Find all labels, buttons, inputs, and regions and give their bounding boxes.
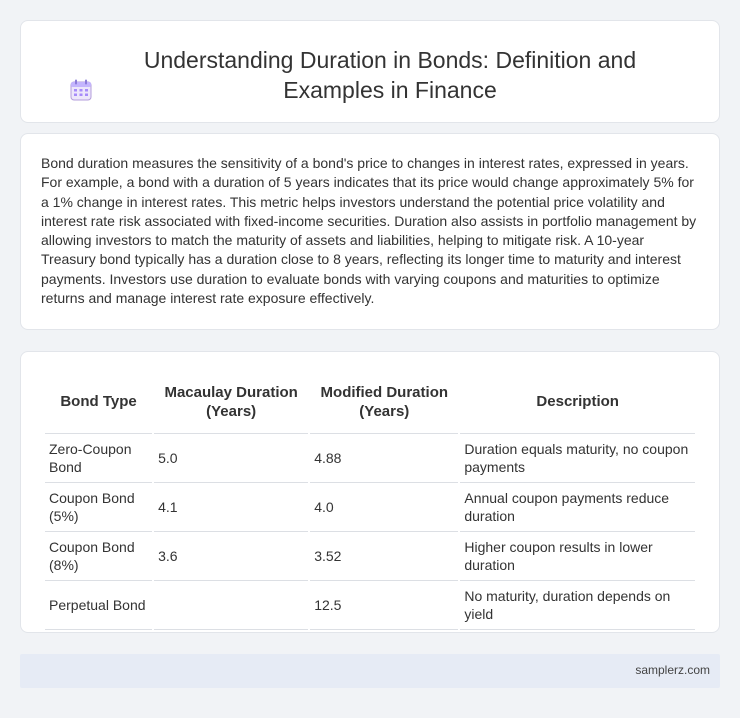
cell-bond-type: Coupon Bond (5%) (45, 483, 152, 532)
cell-modified: 4.88 (310, 434, 458, 483)
cell-bond-type: Coupon Bond (8%) (45, 532, 152, 581)
cell-modified: 4.0 (310, 483, 458, 532)
cell-macaulay: 4.1 (154, 483, 308, 532)
cell-description: Duration equals maturity, no coupon payments (460, 434, 695, 483)
table-row (45, 483, 695, 532)
description-text: Bond duration measures the sensitivity of a bond's price to changes in interest rates, expressed in years. For example, a bond with a duration of 5 years indicates that its price would change approximately 5% for a 1% change in interest rates. This metric helps investors understand the potential price volatility and interest rate risk associated with fixed-income securities. Duration also assists in portfolio management by allowing investors to match the maturity of assets and liabilities, helping to mitigate risk. A 10-year Treasury bond typically has a duration close to 8 years, reflecting its longer time to maturity and interest payments. Investors use duration to evaluate bonds with varying coupons and maturities to optimize returns and manage interest rate exposure effectively. (41, 155, 697, 307)
title-row (21, 45, 719, 105)
page-title: Understanding Duration in Bonds: Definition and Examples in Finance (143, 47, 637, 103)
header-bond-type: Bond Type (45, 370, 152, 434)
cell-bond-type: Zero-Coupon Bond (45, 434, 152, 483)
table-row (45, 532, 695, 581)
cell-macaulay: 3.6 (154, 532, 308, 581)
cell-description: Higher coupon results in lower duration (460, 532, 695, 581)
cell-modified: 12.5 (310, 581, 458, 630)
cell-description: Annual coupon payments reduce duration (460, 483, 695, 532)
duration-table (43, 370, 697, 630)
header-macaulay-duration: Macaulay Duration (Years) (154, 370, 308, 434)
table-card (20, 351, 720, 633)
description-card (20, 133, 720, 330)
table-header-row (45, 370, 695, 434)
table-row (45, 581, 695, 630)
header-card (20, 20, 720, 123)
footer (20, 654, 720, 688)
header-description: Description (460, 370, 695, 434)
header-modified-duration: Modified Duration (Years) (310, 370, 458, 434)
cell-bond-type: Perpetual Bond (45, 581, 152, 630)
cell-description: No maturity, duration depends on yield (460, 581, 695, 630)
cell-macaulay (154, 581, 308, 630)
table-row (45, 434, 695, 483)
cell-modified: 3.52 (310, 532, 458, 581)
footer-site-link[interactable]: samplerz.com (635, 663, 710, 677)
cell-macaulay: 5.0 (154, 434, 308, 483)
calendar-icon (70, 79, 92, 101)
